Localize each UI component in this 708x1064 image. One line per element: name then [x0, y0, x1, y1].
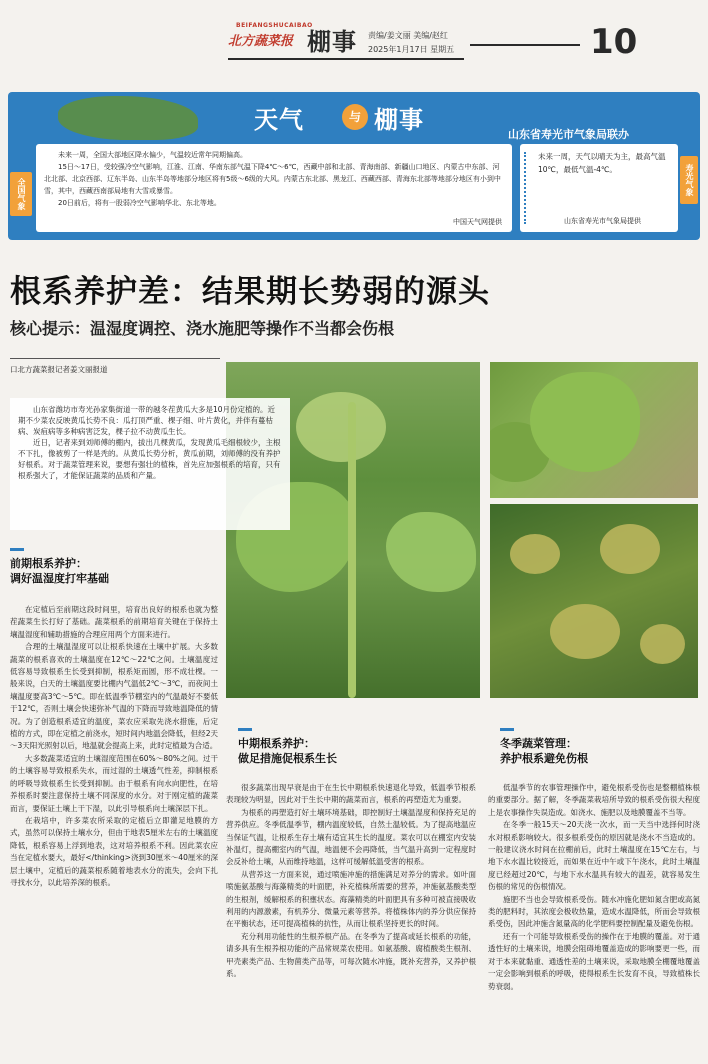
- section-body-winter: [488, 782, 700, 1058]
- leaf-shape: [386, 512, 476, 592]
- local-forecast-credit: 山东省寿光市气象局提供: [564, 217, 641, 225]
- section-title-line: 冬季蔬菜管理：: [500, 737, 577, 750]
- national-forecast-paragraph: 20日前后，将有一股弱冷空气影响华北、东北等地。: [58, 199, 221, 207]
- article-headline: 根系养护差：结果期长势弱的源头: [10, 274, 490, 310]
- national-forecast-credit: 中国天气网提供: [453, 218, 502, 226]
- masthead: [0, 0, 708, 68]
- national-forecast-box: [36, 144, 512, 232]
- newspaper-logo: 北方蔬菜报: [228, 34, 294, 49]
- weather-title-right: 棚事: [374, 106, 424, 134]
- body-paragraph: 为根系的再塑造打好土壤环境基础，即控制好土壤温湿度和保持充足的营养供应。冬季低温季节，棚内温度较低，自然土温较低。为了提高地温应当保证气温，让根系生存土壤有适宜其生长的温度。菜农可以在棚室内安装补温灯，提高棚室内的气温，地温便不会再降低，当气温升高到一定程度时会反补给土壤，从而维持地温，这样可缓解低温受害的根系。: [226, 807, 476, 867]
- section-title-middle: [238, 736, 337, 766]
- weather-organization: 山东省寿光市气象局联办: [508, 128, 629, 141]
- leaf-spot: [550, 604, 620, 659]
- leaf-shape: [296, 392, 386, 462]
- issue-date: 2025年1月17日 星期五: [368, 45, 455, 54]
- body-paragraph: 还有一个可能导致根系受伤的操作在于地膜的覆盖。对于通透性好的土壤来说，地膜会阻碍地覆盖造成的影响要更一些，而对于本来就黏重、通透性差的土壤来说，采取地膜全棚覆地覆盖一定会影响到根系的呼吸，使得根系生长发育不良，导致植株长势衰弱。: [488, 931, 700, 991]
- article-subhead: 核心提示：温湿度调控、浇水施肥等操作不当都会伤根: [10, 319, 395, 338]
- leaf-spot: [640, 624, 685, 664]
- national-weather-tag: 全国气象: [10, 172, 32, 216]
- masthead-rule: [228, 58, 464, 60]
- byline-rule: [10, 358, 220, 359]
- page-number: 10: [590, 22, 638, 62]
- body-paragraph: 低温季节的农事管理操作中，避免根系受伤也是整棚植株根的重要部分。据了解，冬季蔬菜栽培所导致的根系受伤很大程度上是农事操作失误造成。如浇水、施肥以及地膜覆盖不当等。: [488, 783, 700, 817]
- china-map-graphic: [58, 96, 198, 140]
- local-weather-tag: 寿光气象: [680, 156, 698, 204]
- body-paragraph: 在冬季一般15天～20天浇一次水，而一天当中选择何时浇水对根系影响较大。很多根系受伤的原因就是浇水不当造成的。一般建议浇水时间在拉棚前后，此时土壤温度在15℃左右，与地下水水温比较接近，而如果在近中午或下午浇水，此时土壤温度已经超过20℃，与地下水水温具有较大的温差，就容易发生伤根的常见的伤根情况。: [488, 820, 700, 892]
- intro-paragraph: 近日，记者来到刘师傅的棚内，拔出几棵黄瓜，发现黄瓜毛细根较少，主根不下扎，像被剪了一样是秃的。从黄瓜长势分析，黄瓜前期，刘师傅的没有养护好根系。对于蔬菜管理来说，要想有强壮的植株，首先应加强根系的培育，只有根系强大了，才能保证蔬菜的品质和产量。: [18, 438, 281, 480]
- body-paragraph: 在定植后至前期这段时间里，培育出良好的根系也就为整茬蔬菜生长打好了基础。蔬菜根系的前期培育关键在于保持土壤温湿度和辅助措施的合理应用两个方面来进行。: [10, 605, 218, 639]
- section-title-line: 养护根系避免伤根: [500, 752, 588, 765]
- byline: 口北方蔬菜报记者姜文丽报道: [10, 365, 108, 374]
- body-paragraph: 在栽培中，许多菜农所采取的定植后立即灌足地膜的方式，虽然可以保持土壤水分，但由于地表5厘米左右的土壤温度降低，根系容易上浮到地表，这对培养根系不利。因此菜农应当在定植水要大，最好</thinking>浇到30厘米～40厘米的深层土壤中，定植后的蔬菜根系随着地表水分的流失，会向下扎寻找水分，以此培养深的根系。: [10, 815, 218, 887]
- body-paragraph: 合理的土壤温湿度可以让根系快速在土壤中扩展。大多数蔬菜的根系喜欢的土壤温度在12℃～22℃之间。土壤温度过低容易导致根系生长受到抑制，根系矩而圆，形不成壮棵。一般来说，白天的土壤温度要比棚内气温低2℃～3℃，而夜间土壤温度要高3℃～5℃。即在低温季节棚室内的气温最好不要低于12℃，否则土壤会快速弥补气温的下降而导致地温降低的情况。为了创造根系适宜的温度，菜农应采取先浇水措施，后定植的方式，即在定植之前浇水，短时间内地温会降低，但经2天～3天阳光照射以后，地温就会提高上来，此时定植最为合适。: [10, 642, 218, 751]
- section-title-line: 做足措施促根系生长: [238, 752, 337, 765]
- editor-credit: 责编/姜文丽 美编/赵红: [368, 31, 448, 40]
- section-body-middle: [226, 782, 476, 1058]
- cucumber-leaf-photo: [490, 362, 698, 498]
- section-title-line: 调好温湿度打牢基础: [10, 572, 109, 585]
- section-title-early: [10, 556, 109, 586]
- intro-paragraph: 山东省潍坊市寿光孙家集街道一带的越冬茬黄瓜大多是10月份定植的。近期不少菜农反映黄瓜长势不良：瓜打顶严重、棵子细、叶片黄化，并伴有蔓枯病、炭疽病等多种病害泛发，棵子拉不动黄瓜生长。: [18, 405, 276, 436]
- masthead-rule-right: [470, 44, 580, 46]
- leaf-spot: [600, 524, 660, 574]
- leaf-spot: [510, 534, 560, 574]
- local-forecast-box: [520, 144, 678, 232]
- stem-shape: [348, 402, 356, 698]
- body-paragraph: 充分利用功能性的生根养根产品。在冬季为了提高或延长根系的功能，请多具有生根养根功能的产品常规菜农使用。如氨基酸、腐植酸类生根剂、甲壳素类产品、生物菌类产品等，可每次随水冲施，既补充营养，又养护根系。: [226, 931, 476, 979]
- section-body-early: [10, 604, 218, 1058]
- section-title-line: 前期根系养护：: [10, 557, 87, 570]
- body-paragraph: 很多蔬菜出现早衰是由于在生长中期根系快速退化导致，低温季节根系表现较为明显，因此对于生长中期的蔬菜而言，根系的再塑造尤为重要。: [226, 783, 476, 805]
- national-forecast-paragraph: 15日～17日，受较强冷空气影响，江淮、江南、华南东部气温下降4℃～6℃，西藏中部和北部、青海南部、新疆山口地区、内蒙古中东部、河北北部、北京西部、辽东半岛、山东半岛等地部分地区将有5级～6级的大风。内蒙古东北部、黑龙江、西藏西部、青海东北部等地部分地区有小到中雪，其中，西藏西南部局地有大雪或暴雪。: [44, 163, 501, 195]
- newspaper-logo-en: BEIFANGSHUCAIBAO: [236, 22, 313, 29]
- national-forecast-paragraph: 未来一周，全国大部地区降水偏少，气温较近常年同期偏高。: [58, 151, 247, 159]
- section-title-winter: [500, 736, 588, 766]
- article-intro: [10, 398, 290, 530]
- body-paragraph: 从营养这一方面来说，通过喷施冲施的措施满足对养分的需求。如叶面喷施氨基酸与海藻精类的叶面肥，补充植株所需要的营养，冲施氨基酸类型的生根剂，缓解根系的积壅状态。海藻精类的叶面肥具有多种可被直接吸收利用的内源激素，有机养分、微量元素等营养。将植株体内的养分供应保持在平衡状态，还可提高植株的抗性，从而让根系坚持更长的时间。: [226, 869, 476, 929]
- body-paragraph: 施肥不当也会导致根系受伤。随水冲施化肥如氮含肥或高氮类的肥料时，其浓度会极收热量，造成水温降低，所而会导致根系受伤，因此冲施含氮量高的化学肥料要控制配量及避免伤根。: [488, 894, 700, 929]
- weather-title-and: 与: [342, 104, 368, 130]
- weather-title-left: 天气: [254, 106, 304, 134]
- section-title-line: 中期根系养护：: [238, 737, 315, 750]
- body-paragraph: 大多数蔬菜适宜的土壤湿度范围在60%～80%之间。过干的土壤容易导致根系失水，而过湿的土壤透气性差，抑制根系的呼吸导致根系生长受到抑制。由于根系有向水向肥性，在培养根系时要注意保持土壤不同深度的水分。对于刚定植的蔬菜而言，要保证土壤上干下湿，以此引导根系向土壤深层下扎。: [10, 753, 218, 813]
- section-title: 棚事: [307, 28, 357, 56]
- local-forecast-text: 未来一周，天气以晴天为主，最高气温10℃，最低气温-4℃。: [538, 152, 666, 174]
- leaf-shape: [530, 372, 640, 472]
- dotted-divider: [524, 152, 532, 224]
- weather-banner: [8, 92, 700, 240]
- yellowing-leaves-photo: [490, 504, 698, 698]
